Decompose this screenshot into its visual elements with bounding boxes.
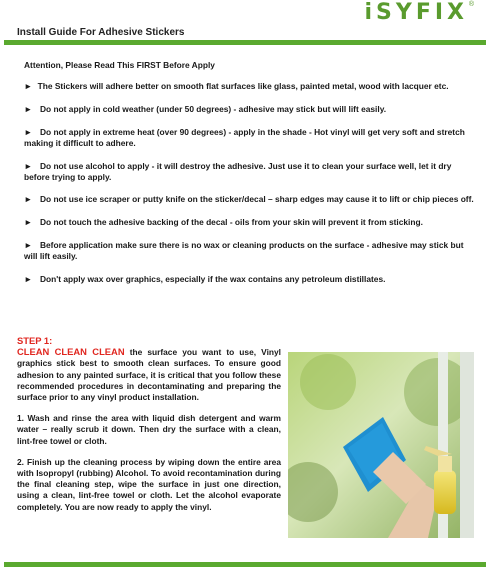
bullet-arrow-icon: ► xyxy=(24,160,33,171)
registered-mark: ® xyxy=(468,1,474,8)
bullet-arrow-icon: ► xyxy=(24,103,33,114)
header-divider xyxy=(4,40,486,45)
brand-logo: iSYFIX xyxy=(364,0,468,25)
step1-point-1: 1. Wash and rinse the area with liquid dish detergent and warm water – really scrub it down. Then dry the surface with a clean, lint-free towel or cloth. xyxy=(17,413,281,446)
step1-emphasis: CLEAN CLEAN CLEAN xyxy=(17,346,125,358)
cleaning-photo xyxy=(288,352,474,538)
cleaning-illustration xyxy=(288,352,474,538)
step1-section xyxy=(17,335,281,523)
tips-list xyxy=(24,81,476,285)
list-item: ► Do not apply in cold weather (under 50 degrees) - adhesive may stick but will lift easily. xyxy=(24,103,387,114)
bullet-arrow-icon: ► xyxy=(24,126,33,137)
bullet-arrow-icon: ► xyxy=(24,81,33,92)
list-item: ► The Stickers will adhere better on smooth flat surfaces like glass, painted metal, wood with lacquer etc. xyxy=(24,81,449,92)
bullet-arrow-icon: ► xyxy=(24,217,33,228)
attention-heading: Attention, Please Read This FIRST Before Apply xyxy=(24,60,215,70)
list-item: ► Do not apply in extreme heat (over 90 degrees) - apply in the shade - Hot vinyl will get very soft and stretch making it difficult to adhere. xyxy=(24,126,465,148)
step1-point-2: 2. Finish up the cleaning process by wiping down the entire area with Isopropyl (rubbing) Alcohol. To avoid recontamination during the final cleaning step, wipe the surface in just one direction, using a clean, lint-free towel or cloth. Let the alcohol evaporate completely. You are now ready to apply the vinyl. xyxy=(17,456,281,512)
step1-intro: CLEAN CLEAN CLEAN the surface you want to use, Vinyl graphics stick best to smooth clean surfaces. To ensure good adhesion to any painted surface, it is critical that you follow these recommended procedures in decontaminating and preparing the surface prior to any vinyl product installation. xyxy=(17,346,282,403)
bullet-arrow-icon: ► xyxy=(24,273,33,284)
list-item: ► Don't apply wax over graphics, especially if the wax contains any petroleum distillates. xyxy=(24,273,386,284)
step1-title: STEP 1: xyxy=(17,335,53,346)
page-header xyxy=(0,0,490,46)
attention-section xyxy=(24,60,476,296)
footer-divider xyxy=(4,562,486,567)
list-item: ► Before application make sure there is no wax or cleaning products on the surface - adhesive may stick but will lift easily. xyxy=(24,239,464,262)
list-item: ► Do not use alcohol to apply - it will destroy the adhesive. Just use it to clean your surface well, let it dry before trying to apply. xyxy=(24,160,452,182)
bullet-arrow-icon: ► xyxy=(24,239,33,250)
list-item: ► Do not use ice scraper or putty knife on the sticker/decal – sharp edges may cause it to lift or chip pieces off. xyxy=(24,194,474,205)
list-item: ► Do not touch the adhesive backing of the decal - oils from your skin will prevent it from sticking. xyxy=(24,217,423,228)
page-title: Install Guide For Adhesive Stickers xyxy=(17,27,185,38)
bullet-arrow-icon: ► xyxy=(24,194,33,205)
